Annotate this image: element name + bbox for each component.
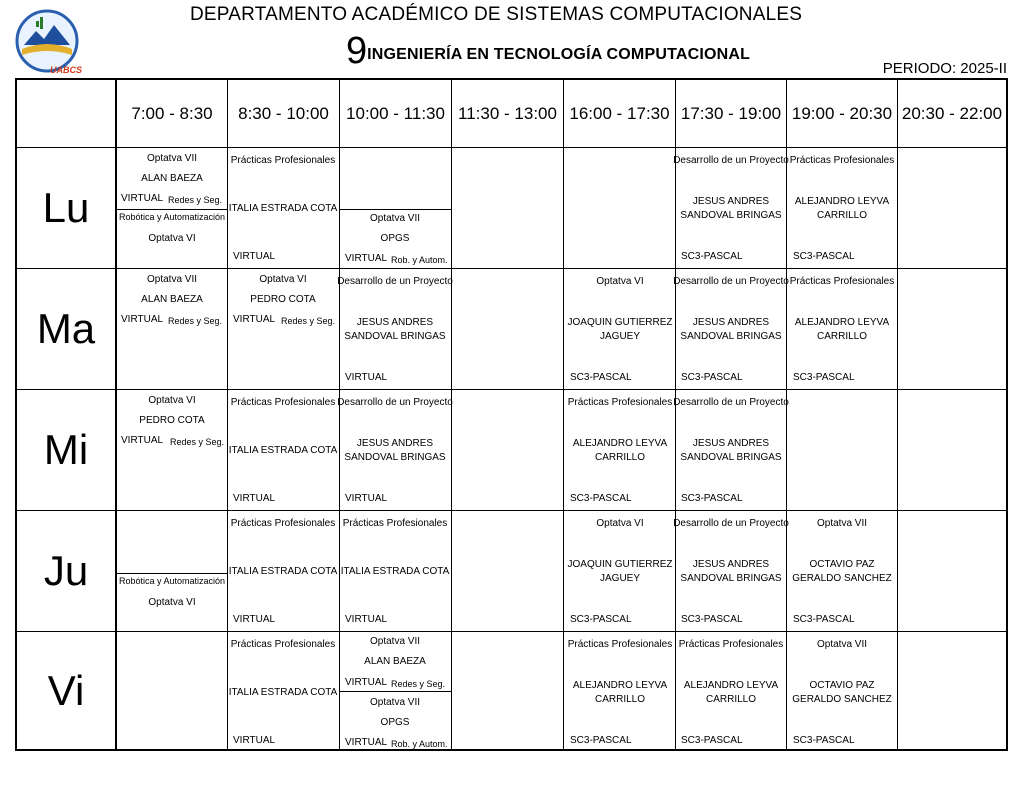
subcell-divider (340, 209, 451, 210)
room-label: SC3-PASCAL (570, 735, 632, 746)
teacher-name: JOAQUIN GUTIERREZ (567, 559, 673, 570)
time-slot-header: 7:00 - 8:30 (131, 104, 213, 123)
teacher-name: CARRILLO (705, 694, 757, 705)
teacher-name: PEDRO COTA (250, 294, 316, 305)
day-label: Vi (47, 666, 85, 714)
row-divider (17, 389, 1006, 390)
teacher-name: ALAN BAEZA (141, 173, 203, 184)
course-name: Prácticas Profesionales (230, 155, 336, 166)
teacher-name: ITALIA ESTRADA COTA (228, 566, 338, 577)
row-divider (17, 268, 1006, 269)
teacher-name: GERALDO SANCHEZ (792, 573, 892, 584)
course-name: Desarrollo de un Proyecto (673, 276, 789, 287)
semester-number: 9 (346, 30, 368, 72)
time-slot-header: 8:30 - 10:00 (238, 104, 329, 123)
day-label: Lu (42, 184, 90, 231)
course-name: Desarrollo de un Proyecto (337, 397, 453, 408)
time-slot-header: 11:30 - 13:00 (458, 104, 557, 123)
course-name: Desarrollo de un Proyecto (673, 518, 789, 529)
column-divider (563, 80, 564, 749)
mode-label: VIRTUAL (121, 193, 164, 204)
course-name: Optatva VI (596, 276, 644, 287)
course-name: Desarrollo de un Proyecto (673, 155, 789, 166)
column-divider (227, 80, 228, 749)
course-name: Prácticas Profesionales (567, 639, 673, 650)
teacher-name: PEDRO COTA (139, 415, 205, 426)
course-name: Desarrollo de un Proyecto (673, 397, 789, 408)
teacher-name: ALAN BAEZA (141, 294, 203, 305)
room-label: SC3-PASCAL (570, 372, 632, 383)
teacher-name: ALEJANDRO LEYVA (794, 196, 890, 207)
time-slot-header: 20:30 - 22:00 (901, 104, 1003, 123)
department-title: DEPARTAMENTO ACADÉMICO DE SISTEMAS COMPUTACIONALES (190, 4, 803, 25)
area-label: Redes y Seg. (168, 316, 223, 326)
area-label: Rob. y Autom. (391, 255, 448, 265)
column-divider (339, 80, 340, 749)
column-divider (786, 80, 787, 749)
teacher-name: JAGUEY (599, 573, 641, 584)
course-name: Prácticas Profesionales (230, 518, 336, 529)
teacher-name: JESUS ANDRES (692, 196, 770, 207)
teacher-name: ITALIA ESTRADA COTA (228, 687, 338, 698)
area-label: Robótica y Automatización (118, 212, 226, 222)
room-label: VIRTUAL (233, 614, 276, 625)
mode-label: VIRTUAL (345, 737, 388, 748)
teacher-name: CARRILLO (594, 694, 646, 705)
mode-label: VIRTUAL (233, 314, 276, 325)
teacher-name: GERALDO SANCHEZ (792, 694, 892, 705)
teacher-name: ALEJANDRO LEYVA (572, 680, 668, 691)
day-label: Ma (36, 305, 96, 352)
course-name: Optatva VI (148, 597, 196, 608)
room-label: SC3-PASCAL (681, 251, 743, 262)
mode-label: VIRTUAL (121, 435, 164, 446)
room-label: SC3-PASCAL (681, 735, 743, 746)
teacher-name: OCTAVIO PAZ (809, 559, 875, 570)
mode-label: VIRTUAL (121, 314, 164, 325)
teacher-name: JESUS ANDRES (692, 438, 770, 449)
teacher-name: CARRILLO (816, 331, 868, 342)
teacher-name: ITALIA ESTRADA COTA (228, 445, 338, 456)
teacher-name: ITALIA ESTRADA COTA (228, 203, 338, 214)
room-label: SC3-PASCAL (681, 614, 743, 625)
teacher-name: JESUS ANDRES (356, 317, 434, 328)
teacher-name: JESUS ANDRES (692, 559, 770, 570)
mode-label: VIRTUAL (345, 253, 388, 264)
room-label: SC3-PASCAL (793, 735, 855, 746)
course-name: Optatva VII (369, 697, 421, 708)
teacher-name: SANDOVAL BRINGAS (344, 331, 446, 342)
area-label: Redes y Seg. (391, 679, 446, 689)
teacher-name: SANDOVAL BRINGAS (344, 452, 446, 463)
career-title-row (346, 32, 750, 70)
subcell-divider (340, 691, 451, 692)
room-label: SC3-PASCAL (570, 614, 632, 625)
room-label: SC3-PASCAL (793, 614, 855, 625)
day-label: Mi (43, 426, 89, 473)
career-name: INGENIERÍA EN TECNOLOGÍA COMPUTACIONAL (367, 46, 751, 63)
area-label: Rob. y Autom. (391, 739, 448, 749)
day-label: Ju (43, 547, 89, 594)
time-slot-header: 10:00 - 11:30 (346, 104, 445, 123)
teacher-name: JESUS ANDRES (356, 438, 434, 449)
room-label: SC3-PASCAL (570, 493, 632, 504)
row-divider (17, 510, 1006, 511)
course-name: Prácticas Profesionales (230, 397, 336, 408)
area-label: Redes y Seg. (170, 437, 225, 447)
teacher-name: OPGS (380, 233, 410, 244)
room-label: SC3-PASCAL (681, 372, 743, 383)
teacher-name: JESUS ANDRES (692, 317, 770, 328)
subcell-divider (117, 573, 227, 574)
teacher-name: SANDOVAL BRINGAS (680, 452, 782, 463)
course-name: Optatva VII (816, 639, 868, 650)
course-name: Desarrollo de un Proyecto (337, 276, 453, 287)
mode-label: VIRTUAL (345, 677, 388, 688)
course-name: Optatva VI (148, 395, 196, 406)
room-label: VIRTUAL (345, 493, 388, 504)
course-name: Prácticas Profesionales (230, 639, 336, 650)
teacher-name: ITALIA ESTRADA COTA (340, 566, 450, 577)
teacher-name: SANDOVAL BRINGAS (680, 210, 782, 221)
course-name: Optatva VII (816, 518, 868, 529)
area-label: Redes y Seg. (281, 316, 336, 326)
teacher-name: ALAN BAEZA (364, 656, 426, 667)
room-label: VIRTUAL (345, 372, 388, 383)
room-label: VIRTUAL (233, 493, 276, 504)
teacher-name: ALEJANDRO LEYVA (572, 438, 668, 449)
teacher-name: CARRILLO (594, 452, 646, 463)
teacher-name: OCTAVIO PAZ (809, 680, 875, 691)
column-divider (451, 80, 452, 749)
teacher-name: JAGUEY (599, 331, 641, 342)
course-name: Prácticas Profesionales (567, 397, 673, 408)
area-label: Robótica y Automatización (118, 576, 226, 586)
course-name: Optatva VI (259, 274, 307, 285)
room-label: VIRTUAL (233, 735, 276, 746)
course-name: Prácticas Profesionales (789, 276, 895, 287)
column-divider (897, 80, 898, 749)
teacher-name: ALEJANDRO LEYVA (683, 680, 779, 691)
teacher-name: JOAQUIN GUTIERREZ (567, 317, 673, 328)
course-name: Prácticas Profesionales (342, 518, 448, 529)
course-name: Optatva VI (596, 518, 644, 529)
room-label: VIRTUAL (345, 614, 388, 625)
room-label: SC3-PASCAL (793, 372, 855, 383)
room-label: SC3-PASCAL (681, 493, 743, 504)
teacher-name: SANDOVAL BRINGAS (680, 573, 782, 584)
time-slot-header: 17:30 - 19:00 (680, 104, 782, 123)
course-name: Optatva VI (148, 233, 196, 244)
time-slot-header: 19:00 - 20:30 (791, 104, 893, 123)
course-name: Prácticas Profesionales (789, 155, 895, 166)
teacher-name: CARRILLO (816, 210, 868, 221)
schedule-grid (15, 78, 1008, 751)
column-divider (115, 80, 117, 749)
teacher-name: ALEJANDRO LEYVA (794, 317, 890, 328)
course-name: Prácticas Profesionales (678, 639, 784, 650)
course-name: Optatva VII (369, 213, 421, 224)
teacher-name: SANDOVAL BRINGAS (680, 331, 782, 342)
room-label: VIRTUAL (233, 251, 276, 262)
row-divider (17, 631, 1006, 632)
subcell-divider (117, 209, 227, 210)
teacher-name: OPGS (380, 717, 410, 728)
course-name: Optatva VII (146, 153, 198, 164)
period-label: PERIODO: 2025-II (882, 60, 1007, 77)
room-label: SC3-PASCAL (793, 251, 855, 262)
course-name: Optatva VII (146, 274, 198, 285)
column-divider (675, 80, 676, 749)
uabcs-logo (14, 9, 84, 77)
logo-text: UABCS (49, 65, 83, 75)
course-name: Optatva VII (369, 636, 421, 647)
time-slot-header: 16:00 - 17:30 (569, 104, 670, 123)
area-label: Redes y Seg. (168, 195, 223, 205)
